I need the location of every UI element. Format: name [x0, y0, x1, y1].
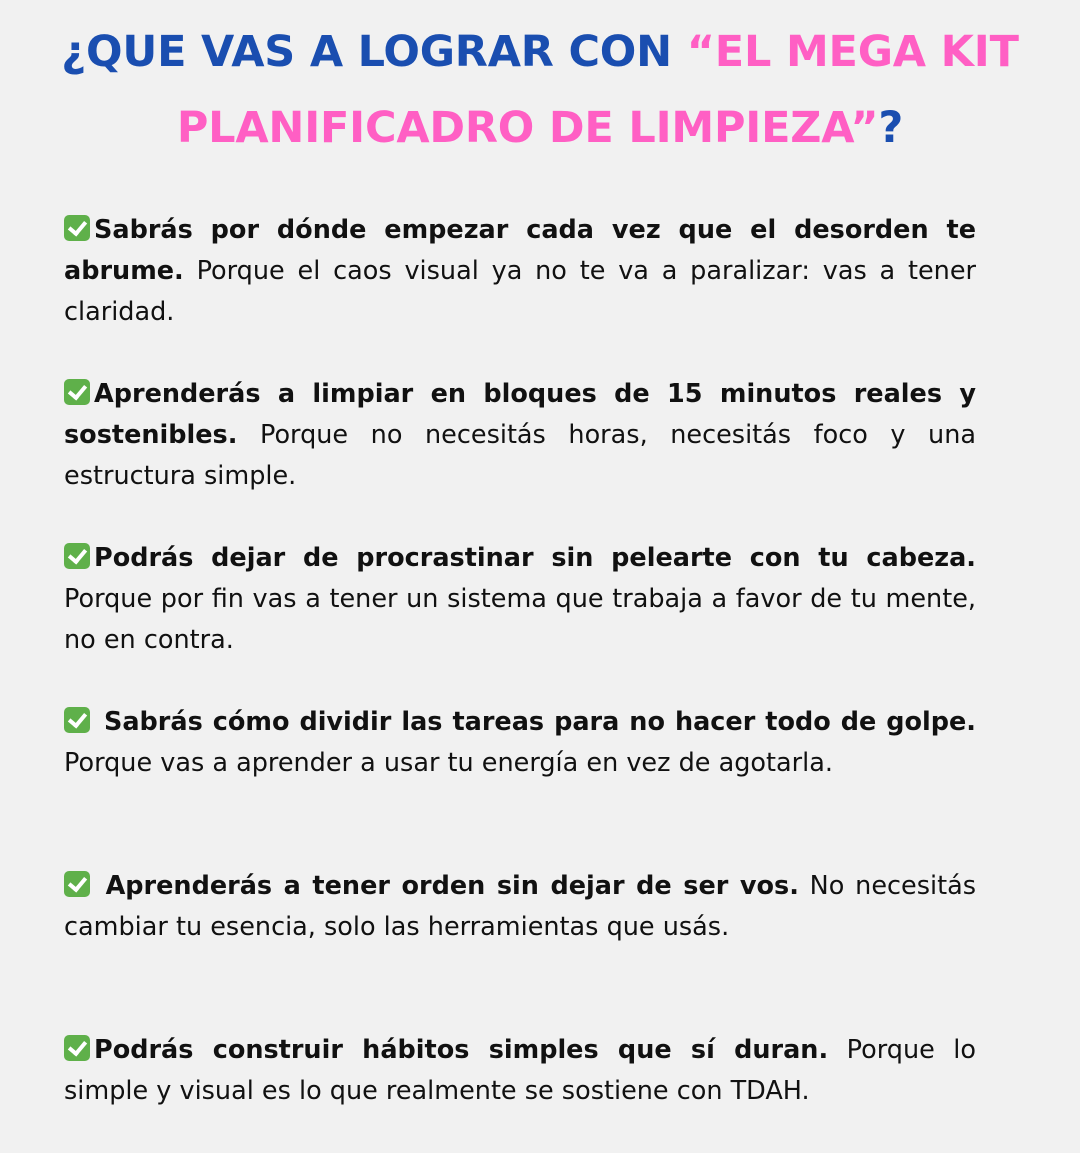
benefit-item	[64, 210, 976, 333]
benefit-item	[64, 1030, 976, 1153]
title-question-mark: ?	[878, 103, 904, 153]
benefit-description: No necesitás cambiar tu esencia, solo las herramientas que usás.	[64, 871, 976, 942]
page-title	[20, 14, 1060, 166]
benefit-headline: Sabrás cómo dividir las tareas para no hacer todo de golpe.	[94, 707, 976, 737]
check-mark-icon	[64, 543, 90, 569]
benefit-description: Porque por fin vas a tener un sistema que trabaja a favor de tu mente, no en contra.	[64, 584, 976, 655]
benefit-item	[64, 702, 976, 825]
benefit-headline: Podrás dejar de procrastinar sin pelearte con tu cabeza.	[94, 543, 976, 573]
benefit-headline: Aprenderás a tener orden sin dejar de ser vos.	[94, 871, 799, 901]
benefit-description: Porque no necesitás horas, necesitás foco y una estructura simple.	[64, 420, 976, 491]
check-mark-icon	[64, 379, 90, 405]
benefit-headline: Aprenderás a limpiar en bloques de 15 minutos reales y sostenibles.	[64, 379, 976, 450]
benefit-description: Porque vas a aprender a usar tu energía en vez de agotarla.	[64, 748, 833, 778]
benefit-headline: Sabrás por dónde empezar cada vez que el desorden te abrume.	[64, 215, 976, 286]
benefit-item	[64, 866, 976, 989]
check-mark-icon	[64, 215, 90, 241]
benefits-list	[64, 210, 976, 1153]
benefit-item	[64, 374, 976, 497]
title-question-part: ¿QUE VAS A LOGRAR CON	[61, 27, 687, 77]
benefit-item	[64, 538, 976, 661]
check-mark-icon	[64, 871, 90, 897]
benefit-headline: Podrás construir hábitos simples que sí duran.	[94, 1035, 829, 1065]
check-mark-icon	[64, 707, 90, 733]
check-mark-icon	[64, 1035, 90, 1061]
benefit-description: Porque lo simple y visual es lo que realmente se sostiene con TDAH.	[64, 1035, 976, 1106]
title-product-name: “EL MEGA KIT PLANIFICADRO DE LIMPIEZA”	[176, 27, 1019, 153]
benefit-description: Porque el caos visual ya no te va a paralizar: vas a tener claridad.	[64, 256, 976, 327]
